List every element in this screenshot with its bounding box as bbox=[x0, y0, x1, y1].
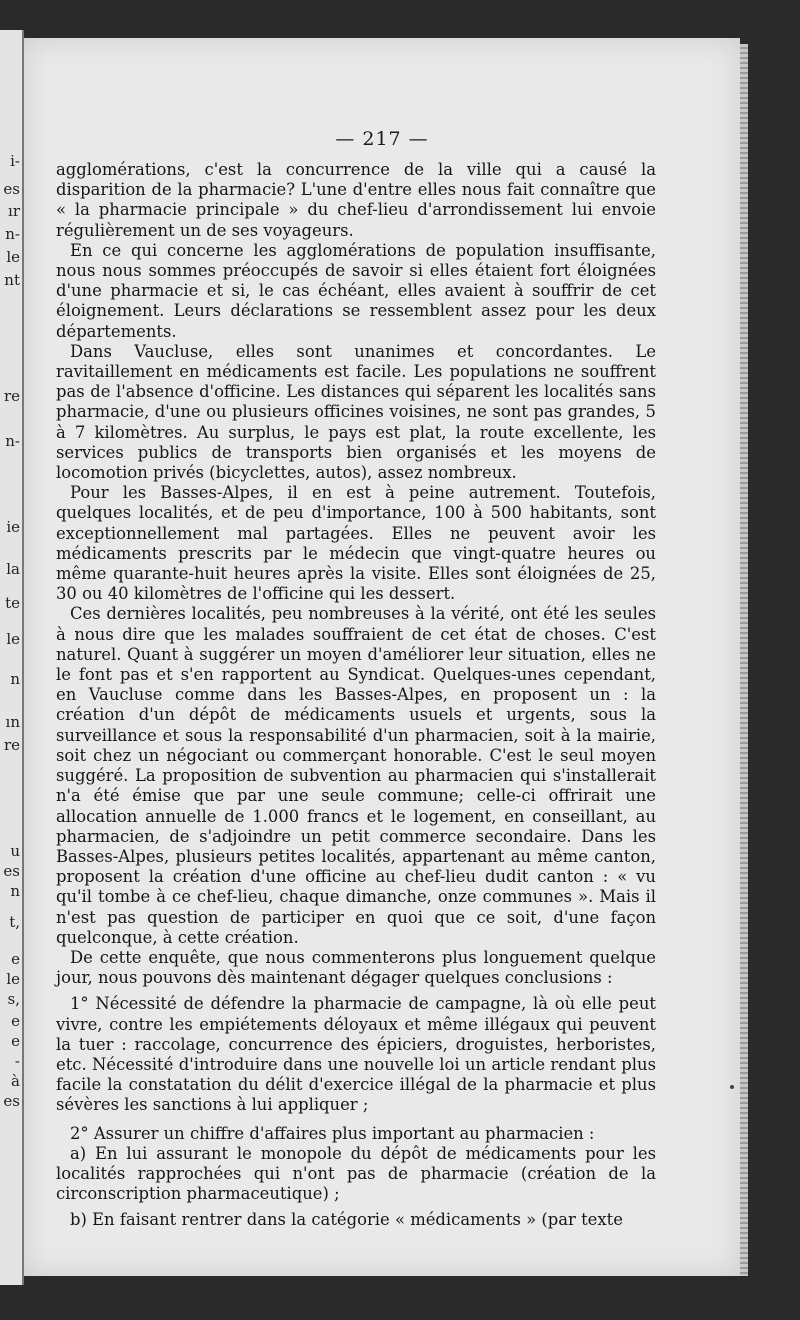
sub-item: a) En lui assurant le monopole du dépôt de médicaments pour les localités rapprochées qui n'ont pas de pharmacie (création de la circonscription pharmaceutique) ; bbox=[56, 1143, 656, 1204]
left-page-fragment: i- bbox=[10, 152, 20, 170]
left-page-fragment: e bbox=[11, 1012, 20, 1030]
conclusion-item: 1° Nécessité de défendre la pharmacie de campagne, là où elle peut vivre, contre les empiétements déloyaux et même illégaux qui peuvent la tuer : raccolage, concurrence des épiciers, droguistes, herboristes, etc. Nécessité d'introduire dans une nouvelle loi un article rendant plus facile la constatation du délit d'exercice illégal de la pharmacie et plus sévères les sanctions à lui appliquer ; bbox=[56, 994, 656, 1115]
left-page-fragment: à bbox=[11, 1072, 20, 1090]
left-page-fragment: le bbox=[6, 248, 20, 266]
left-page-fragment: u bbox=[10, 842, 20, 860]
paragraph: Pour les Basses-Alpes, il en est à peine autrement. Toutefois, quelques localités, et de peu d'importance, 100 à 500 habitants, sont exceptionnellement mal partagées. Elles ne peuvent avoir les médicaments prescrits par le médecin que vingt-quatre heures ou même quarante-huit heures après la visite. Elles sont éloignées de 25, 30 ou 40 kilomètres de l'officine qui les dessert. bbox=[56, 483, 656, 604]
left-page-fragment: ie bbox=[6, 518, 20, 536]
left-page-fragment: re bbox=[3, 736, 20, 754]
paragraph: Ces dernières localités, peu nombreuses à la vérité, ont été les seules à nous dire que les malades souffraient de cet état de choses. C'est naturel. Quant à suggérer un moyen d'améliorer leur situation, elles ne le font pas et s'en rapportent au Syndicat. Quelques-unes cependant, en Vaucluse comme dans les Basses-Alpes, en proposent un : la création d'un dépôt de médicaments usuels et urgents, sous la surveillance et sous la responsabilité d'un pharmacien, soit à la mairie, soit chez un négociant ou commerçant honorable. C'est le seul moyen suggéré. La proposition de subvention au pharmacien qui s'installerait n'a été émise que par une seule commune; celle-ci offrirait une allocation annuelle de 1.000 francs et le logement, en conseillant, au pharmacien, de s'adjoindre un petit commerce secondaire. Dans les Basses-Alpes, plusieurs petites localités, appartenant au même canton, proposent la création d'une officine au chef-lieu dudit canton : « vu qu'il tombe à ce chef-lieu, chaque dimanche, onze communes ». Mais il n'est pas question de participer en quoi que ce soit, d'une façon quelconque, à cette création. bbox=[56, 604, 656, 947]
adjacent-left-page bbox=[0, 30, 24, 1285]
paragraph: En ce qui concerne les agglomérations de population insuffisante, nous nous sommes préoccupés de savoir si elles étaient fort éloignées d'une pharmacie et si, le cas échéant, elles avaient à souffrir de cet éloignement. Leurs déclarations se ressemblent assez pour les deux départements. bbox=[56, 240, 656, 341]
paragraph: De cette enquête, que nous commenterons plus longuement quelque jour, nous pouvons dès maintenant dégager quelques conclusions : bbox=[56, 947, 656, 988]
left-page-fragment: n- bbox=[5, 432, 20, 450]
margin-speck bbox=[730, 1085, 734, 1089]
left-page-fragment: ır bbox=[8, 202, 20, 220]
left-page-fragment: es bbox=[3, 862, 20, 880]
left-page-fragment: le bbox=[6, 970, 20, 988]
left-page-fragment: n- bbox=[5, 225, 20, 243]
sub-item: b) En faisant rentrer dans la catégorie « médicaments » (par texte bbox=[70, 1210, 623, 1230]
left-page-fragment: e bbox=[11, 950, 20, 968]
paragraph: Dans Vaucluse, elles sont unanimes et concordantes. Le ravitaillement en médicaments est facile. Les populations ne souffrent pas de l'absence d'officine. Les distances qui séparent les localités sans pharmacie, d'une ou plusieurs officines voisines, ne sont pas grandes, 5 à 7 kilomètres. Au surplus, le pays est plat, la route excellente, les services publics de transports bien organisés et les moyens de locomotion privés (bicyclettes, autos), assez nombreux. bbox=[56, 341, 656, 483]
left-page-fragment: t, bbox=[9, 913, 20, 931]
conclusion-item: 2° Assurer un chiffre d'affaires plus important au pharmacien : bbox=[70, 1123, 595, 1143]
left-page-fragment: n bbox=[10, 670, 20, 688]
left-page-fragment: te bbox=[5, 594, 20, 612]
page-number: — 217 — bbox=[335, 128, 429, 150]
page-body bbox=[56, 160, 656, 1231]
left-page-fragment: s, bbox=[7, 990, 20, 1008]
left-page-fragment: nt bbox=[4, 271, 20, 289]
left-page-fragment: re bbox=[3, 387, 20, 405]
left-page-fragment: es bbox=[3, 1092, 20, 1110]
book-page bbox=[24, 38, 740, 1276]
left-page-fragment: es bbox=[3, 180, 20, 198]
left-page-fragment: la bbox=[6, 560, 20, 578]
paragraph: agglomérations, c'est la concurrence de la ville qui a causé la disparition de la pharmacie? L'une d'entre elles nous fait connaître que « la pharmacie principale » du chef-lieu d'arrondissement lui envoie régulièrement un de ses voyageurs. bbox=[56, 160, 656, 240]
left-page-fragment: ın bbox=[5, 713, 20, 731]
page-stack-edge bbox=[740, 44, 748, 1276]
left-page-fragment: n bbox=[10, 882, 20, 900]
left-page-fragment: - bbox=[14, 1052, 20, 1070]
left-page-fragment: e bbox=[11, 1032, 20, 1050]
left-page-fragment: le bbox=[6, 630, 20, 648]
